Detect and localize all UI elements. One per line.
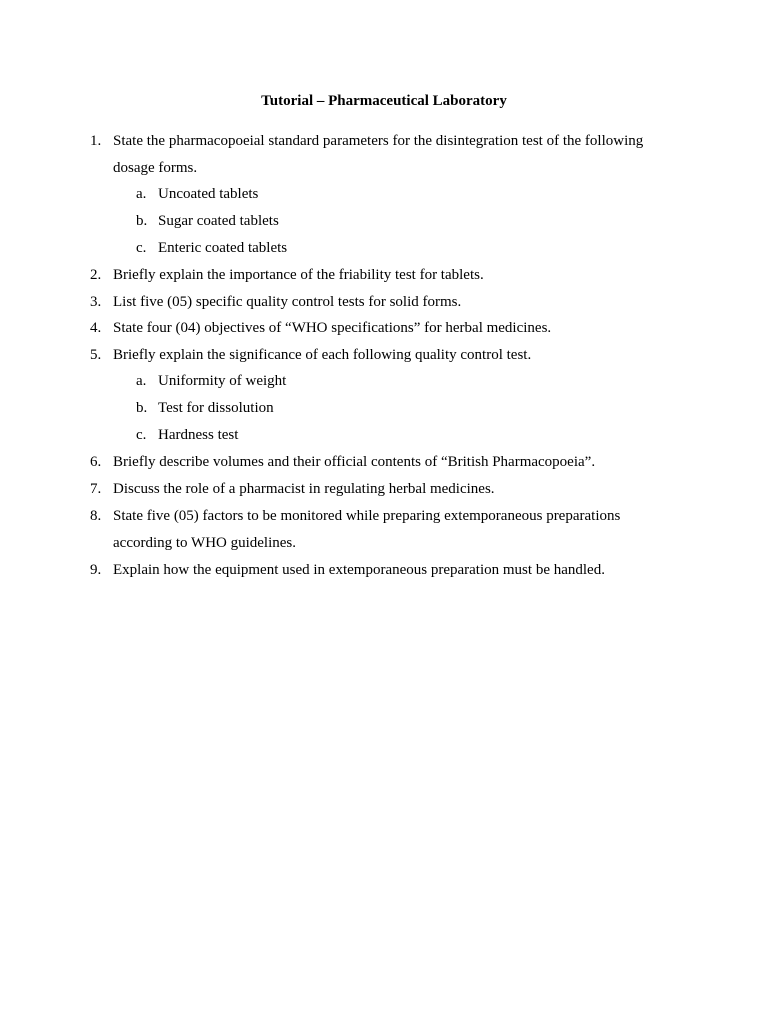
question-5-sub-a xyxy=(136,368,656,395)
question-text: Explain how the equipment used in extemporaneous preparation must be handled. xyxy=(113,562,605,578)
question-1-sub-a xyxy=(136,181,656,208)
question-6 xyxy=(90,449,670,476)
question-text: Briefly explain the importance of the friability test for tablets. xyxy=(113,267,484,283)
question-number: 8. xyxy=(90,508,102,524)
question-number: 7. xyxy=(90,481,102,497)
question-number: 2. xyxy=(90,267,102,283)
sub-item-text: Enteric coated tablets xyxy=(158,240,288,256)
question-5 xyxy=(90,342,670,369)
sub-item-text: Test for dissolution xyxy=(158,400,274,416)
question-text: State four (04) objectives of “WHO specifications” for herbal medicines. xyxy=(113,320,552,336)
sub-item-text: Uncoated tablets xyxy=(158,186,259,202)
question-number: 3. xyxy=(90,294,102,310)
sub-item-letter: b. xyxy=(136,400,148,416)
sub-item-letter: b. xyxy=(136,213,148,229)
question-2 xyxy=(90,262,670,289)
question-text: List five (05) specific quality control tests for solid forms. xyxy=(113,294,462,310)
question-1 xyxy=(90,128,670,182)
question-3 xyxy=(90,289,670,316)
question-text: Discuss the role of a pharmacist in regulating herbal medicines. xyxy=(113,481,495,497)
question-4 xyxy=(90,315,670,342)
sub-item-text: Uniformity of weight xyxy=(158,373,287,389)
question-text: State five (05) factors to be monitored while preparing extemporaneous preparations according to WHO guidelines. xyxy=(113,508,621,551)
sub-item-text: Sugar coated tablets xyxy=(158,213,279,229)
question-5-sub-c xyxy=(136,422,656,449)
sub-item-letter: a. xyxy=(136,186,147,202)
question-9 xyxy=(90,557,670,584)
sub-item-letter: c. xyxy=(136,240,147,256)
sub-item-text: Hardness test xyxy=(158,427,239,443)
question-text: Briefly describe volumes and their official contents of “British Pharmacopoeia”. xyxy=(113,454,596,470)
question-number: 1. xyxy=(90,133,102,149)
question-5-sub-b xyxy=(136,395,656,422)
document-title: Tutorial – Pharmaceutical Laboratory xyxy=(261,93,507,109)
question-number: 4. xyxy=(90,320,102,336)
question-8 xyxy=(90,503,670,557)
sub-item-letter: a. xyxy=(136,373,147,389)
sub-item-letter: c. xyxy=(136,427,147,443)
question-text: Briefly explain the significance of each following quality control test. xyxy=(113,347,532,363)
question-1-sub-b xyxy=(136,208,656,235)
question-number: 5. xyxy=(90,347,102,363)
question-number: 6. xyxy=(90,454,102,470)
question-text: State the pharmacopoeial standard parameters for the disintegration test of the following dosage forms. xyxy=(113,133,644,176)
question-1-sub-c xyxy=(136,235,656,262)
question-number: 9. xyxy=(90,562,102,578)
question-7 xyxy=(90,476,670,503)
